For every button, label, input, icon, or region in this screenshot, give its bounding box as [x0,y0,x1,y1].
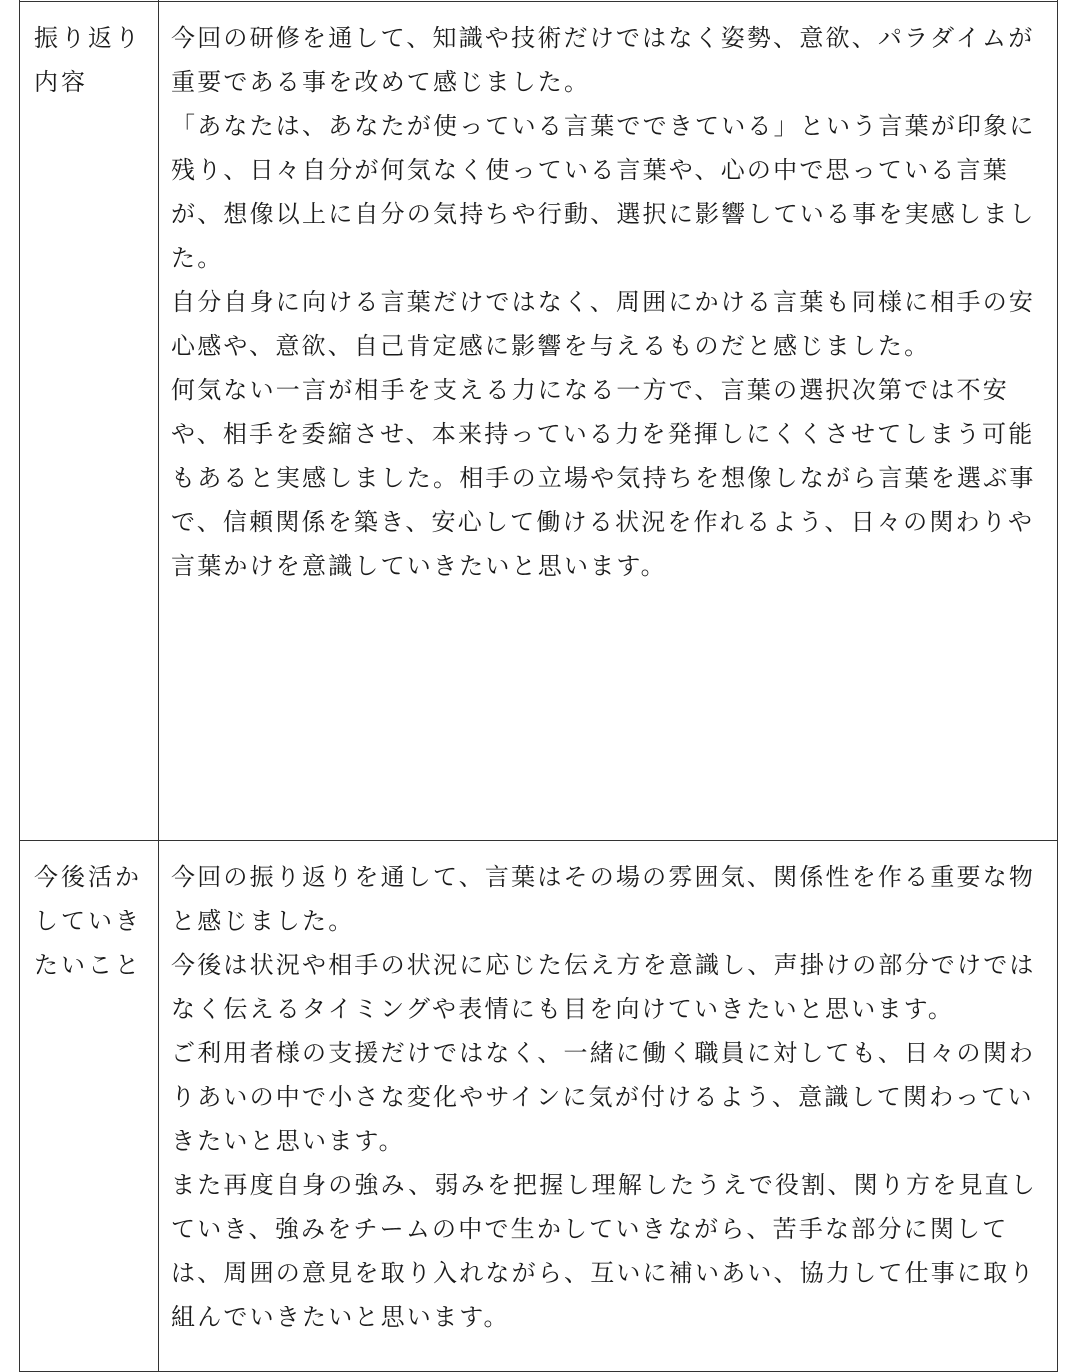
review-label: 振り返り内容 [34,24,142,96]
review-content-cell [159,2,1058,841]
table-row-review [20,2,1058,841]
review-label-cell [20,2,159,841]
table-row-future [20,841,1058,1372]
reflection-table [19,0,1058,1372]
future-paragraph: また再度自身の強み、弱みを把握し理解したうえで役割、関り方を見直していき、強みをチームの中で生かしていきながら、苦手な部分に関しては、周囲の意見を取り入れながら、互いに補いあい、協力して仕事に取り組んでいきたいと思います。 [171,1171,1038,1331]
future-paragraph: 今後は状況や相手の状況に応じた伝え方を意識し、声掛けの部分でけではなく伝えるタイミングや表情にも目を向けていきたいと思います。 [171,951,1036,1023]
future-paragraph: ご利用者様の支援だけではなく、一緒に働く職員に対しても、日々の関わりあいの中で小さな変化やサインに気が付けるよう、意識して関わっていきたいと思います。 [171,1039,1036,1155]
future-label-cell [20,841,159,1372]
future-content-cell [159,841,1058,1372]
future-label: 今後活かしていきたいこと [34,863,142,979]
review-paragraph: 今回の研修を通して、知識や技術だけではなく姿勢、意欲、パラダイムが重要である事を改めて感じました。 [171,24,1035,96]
review-paragraph: 自分自身に向ける言葉だけではなく、周囲にかける言葉も同様に相手の安心感や、意欲、自己肯定感に影響を与えるものだと感じました。 [171,288,1036,360]
review-paragraph: 「あなたは、あなたが使っている言葉でできている」という言葉が印象に残り、日々自分が何気なく使っている言葉や、心の中で思っている言葉が、想像以上に自分の気持ちや行動、選択に影響している事を実感しました。 [171,112,1036,272]
reflection-form [19,0,1058,1370]
future-content [159,841,1057,1339]
review-paragraph: 何気ない一言が相手を支える力になる一方で、言葉の選択次第では不安や、相手を委縮させ、本来持っている力を発揮しにくくさせてしまう可能もあると実感しました。相手の立場や気持ちを想像しながら言葉を選ぶ事で、信頼関係を築き、安心して働ける状況を作れるよう、日々の関わりや言葉かけを意識していきたいと思います。 [171,376,1036,580]
review-content [159,2,1057,588]
future-paragraph: 今回の振り返りを通して、言葉はその場の雰囲気、関係性を作る重要な物と感じました。 [171,863,1036,935]
